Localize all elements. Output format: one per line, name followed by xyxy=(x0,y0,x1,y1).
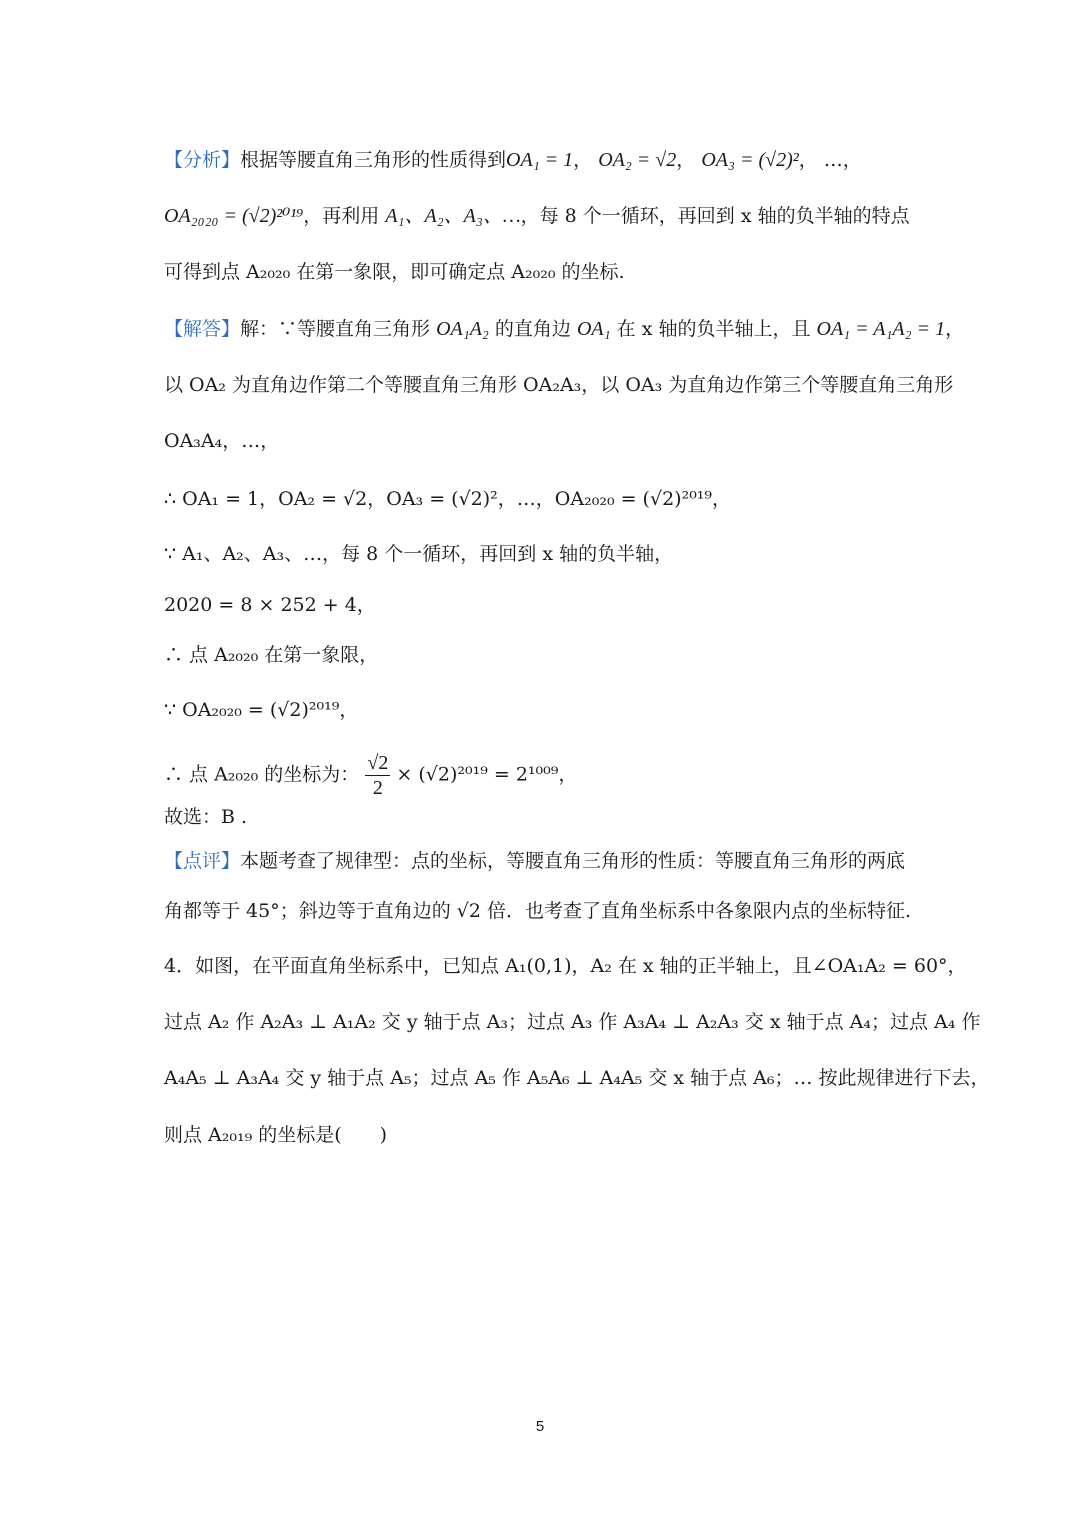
solution-line-4: ∴ OA₁ = 1，OA₂ = √2，OA₃ = (√2)²，…，OA₂₀₂₀ = (√2)²⁰¹⁹， xyxy=(164,488,732,510)
solution-text: ∴ 点 A₂₀₂₀ 的坐标为： xyxy=(164,763,360,786)
fraction-numerator: √2 xyxy=(367,752,389,774)
question-4-line-4: 则点 A₂₀₁₉ 的坐标是( ) xyxy=(164,1124,388,1146)
solution-line-8: ∵ OA₂₀₂₀ = (√2)²⁰¹⁹， xyxy=(164,699,359,721)
solution-line-7: ∴ 点 A₂₀₂₀ 在第一象限， xyxy=(164,644,379,666)
ellipsis: … xyxy=(823,149,843,171)
formula-points: A₁、A₂、A₃、… xyxy=(385,205,521,227)
solution-text: 在 x 轴的负半轴上，且 xyxy=(616,318,811,340)
question-4-line-2: 过点 A₂ 作 A₂A₃ ⊥ A₁A₂ 交 y 轴于点 A₃；过点 A₃ 作 A₃A₄ ⊥ A₂A₃ 交 x 轴于点 A₄；过点 A₄ 作 xyxy=(164,1011,981,1033)
analysis-text: 根据等腰直角三角形的性质得到 xyxy=(240,149,507,171)
analysis-text: 每 8 个一循环，再回到 x 轴的负半轴的特点 xyxy=(539,205,910,227)
formula-oa2: OA₂ = √2 xyxy=(598,149,677,171)
formula-tri1: OA₁A₂ xyxy=(436,318,489,340)
analysis-line-1: 【分析】根据等腰直角三角形的性质得到OA₁ = 1， OA₂ = √2， OA₃ = (√2)²， …， xyxy=(164,149,862,171)
fraction xyxy=(365,751,390,800)
solution-line-9 xyxy=(164,751,930,800)
question-4-line-1: 4．如图，在平面直角坐标系中，已知点 A₁(0,1)，A₂ 在 x 轴的正半轴上，且∠OA₁A₂ = 60°， xyxy=(164,955,967,977)
comment-line-2: 角都等于 45°；斜边等于直角边的 √2 倍．也考查了直角坐标系中各象限内点的坐标特征. xyxy=(164,900,912,922)
analysis-tag: 【分析】 xyxy=(164,149,241,171)
solution-line-2: 以 OA₂ 为直角边作第二个等腰直角三角形 OA₂A₃，以 OA₃ 为直角边作第三个等腰直角三角形 xyxy=(164,374,954,396)
question-4-line-3: A₄A₅ ⊥ A₃A₄ 交 y 轴于点 A₅；过点 A₅ 作 A₅A₆ ⊥ A₄A₅ 交 x 轴于点 A₆；… 按此规律进行下去， xyxy=(164,1067,990,1089)
solution-text: 的直角边 xyxy=(494,318,571,340)
analysis-text: 再利用 xyxy=(322,205,380,227)
solution-text: × (√2)²⁰¹⁹ = 2¹⁰⁰⁹， xyxy=(396,763,578,786)
formula-oa1: OA₁ = 1 xyxy=(506,149,574,171)
solution-line-5: ∵ A₁、A₂、A₃、…，每 8 个一循环，再回到 x 轴的负半轴， xyxy=(164,543,674,565)
formula-oa3: OA₃ = (√2)² xyxy=(701,149,799,171)
solution-line-1: 【解答】解：∵等腰直角三角形 OA₁A₂ 的直角边 OA₁ 在 x 轴的负半轴上，且 OA₁ = A₁A₂ = 1， xyxy=(164,318,965,340)
fraction-denominator: 2 xyxy=(372,777,383,799)
formula-eq1: OA₁ = A₁A₂ = 1 xyxy=(816,318,946,340)
analysis-line-3: 可得到点 A₂₀₂₀ 在第一象限，即可确定点 A₂₀₂₀ 的坐标. xyxy=(164,261,625,283)
comment-tag: 【点评】 xyxy=(164,850,241,872)
formula-side1: OA₁ xyxy=(576,318,611,340)
solution-tag: 【解答】 xyxy=(164,318,241,340)
comment-text: 本题考查了规律型：点的坐标，等腰直角三角形的性质：等腰直角三角形的两底 xyxy=(240,850,906,872)
comment-line-1 xyxy=(164,845,930,877)
solution-line-3: OA₃A₄，…， xyxy=(164,430,280,452)
solution-line-10: 故选：B . xyxy=(164,806,248,828)
formula-oa2020: OA₂₀₂₀ = (√2)²⁰¹⁹ xyxy=(164,205,304,227)
page-number: 5 xyxy=(535,1418,545,1435)
solution-text: 解：∵等腰直角三角形 xyxy=(240,318,431,340)
analysis-line-2: OA₂₀₂₀ = (√2)²⁰¹⁹，再利用 A₁、A₂、A₃、…，每 8 个一循环，再回到 x 轴的负半轴的特点 xyxy=(164,205,910,227)
solution-line-6: 2020 = 8 × 252 + 4， xyxy=(164,594,376,616)
